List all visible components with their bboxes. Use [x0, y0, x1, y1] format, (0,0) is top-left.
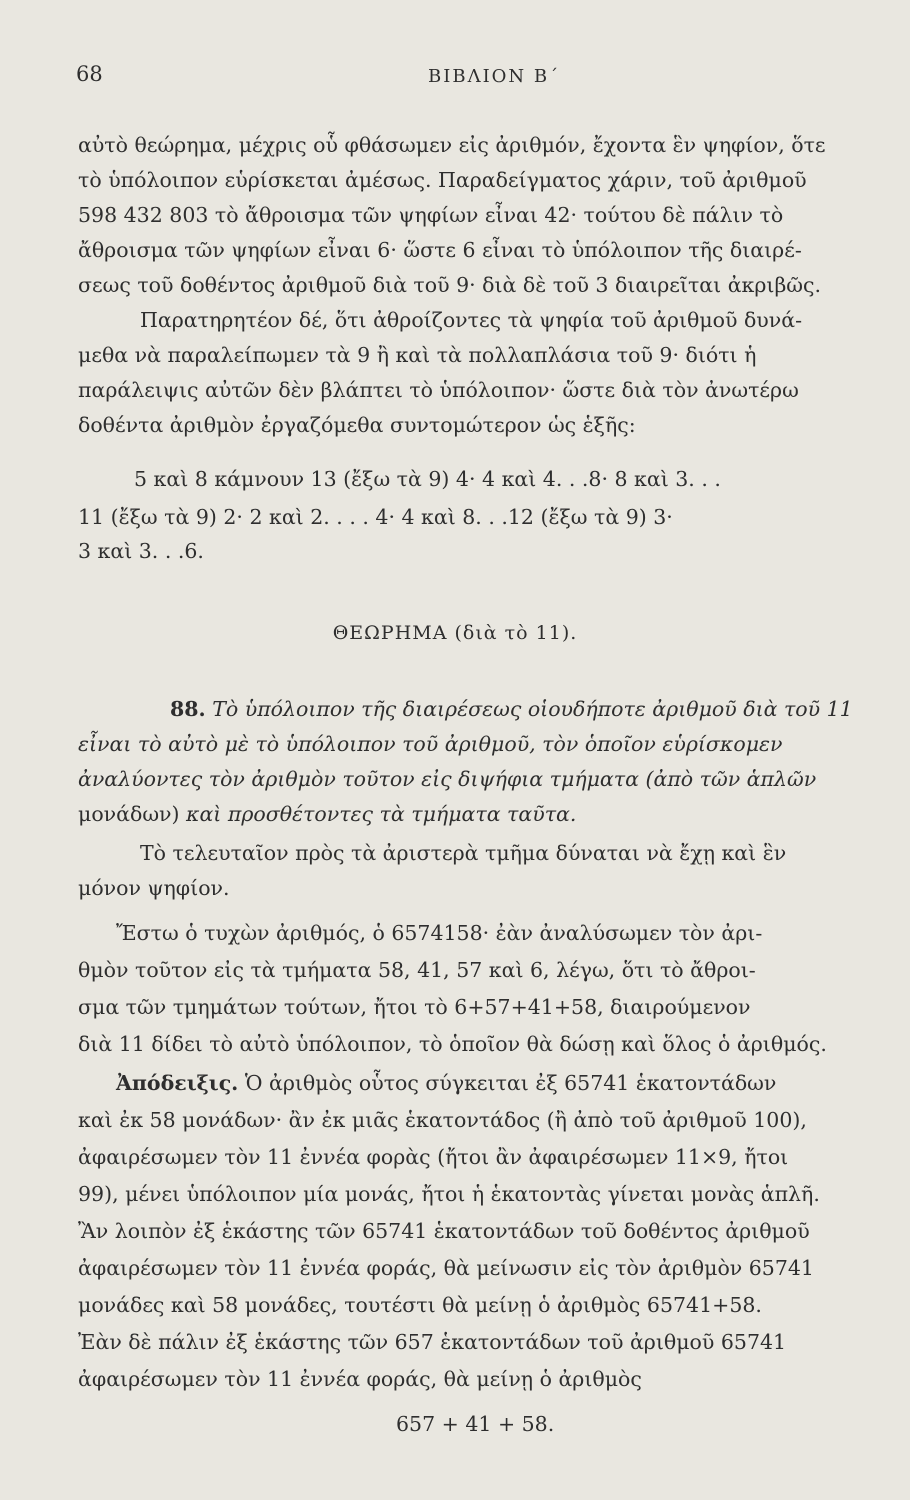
text-line: Ἔστω ὁ τυχὼν ἀριθμός, ὁ 6574158· ἐὰν ἀναλύσωμεν τὸν ἀρι- — [116, 921, 763, 945]
text-line: ἀφαιρέσωμεν τὸν 11 ἐννέα φοράς, θὰ μείνῃ ὁ ἀριθμὸς — [78, 1367, 642, 1391]
text-line: θμὸν τοῦτον εἰς τὰ τμήματα 58, 41, 57 καὶ 6, λέγω, ὅτι τὸ ἄθροι- — [78, 958, 756, 982]
text-line: μόνον ψηφίον. — [78, 876, 230, 900]
running-head: ΒΙΒΛΙΟΝ Β΄ — [428, 66, 561, 87]
theorem-line: ἀναλύοντες τὸν ἀριθμὸν τοῦτον εἰς διψήφια τμήματα (ἀπὸ τῶν ἁπλῶν — [78, 767, 817, 791]
text-line: σεως τοῦ δοθέντος ἀριθμοῦ διὰ τοῦ 9· διὰ δὲ τοῦ 3 διαιρεῖται ἀκριβῶς. — [78, 273, 822, 297]
theorem-line — [78, 799, 904, 829]
theorem-text: καὶ προσθέτοντες τὰ τμήματα ταῦτα. — [179, 802, 577, 826]
section-number: 88. — [170, 697, 206, 721]
text-line: 598 432 803 τὸ ἄθροισμα τῶν ψηφίων εἶναι 42· τούτου δὲ πάλιν τὸ — [78, 203, 784, 227]
text-line: ἀφαιρέσωμεν τὸν 11 ἐννέα φορὰς (ἤτοι ἂν ἀφαιρέσωμεν 11×9, ἤτοι — [78, 1145, 789, 1169]
text-line: μονάδες καὶ 58 μονάδες, τουτέστι θὰ μείνῃ ὁ ἀριθμὸς 65741+58. — [78, 1293, 762, 1317]
proof-line — [78, 1068, 904, 1098]
text-line: τὸ ὑπόλοιπον εὑρίσκεται ἀμέσως. Παραδείγματος χάριν, τοῦ ἀριθμοῦ — [78, 168, 807, 192]
text-line: παράλειψις αὐτῶν δὲν βλάπτει τὸ ὑπόλοιπον· ὥστε διὰ τὸν ἀνωτέρω — [78, 378, 799, 402]
text-line: Ἐὰν δὲ πάλιν ἐξ ἑκάστης τῶν 657 ἑκατοντάδων τοῦ ἀριθμοῦ 65741 — [78, 1330, 787, 1354]
text-line: 11 (ἔξω τὰ 9) 2· 2 καὶ 2. . . . 4· 4 καὶ 8. . .12 (ἔξω τὰ 9) 3· — [78, 505, 673, 529]
text-line: Ἂν λοιπὸν ἐξ ἑκάστης τῶν 65741 ἑκατοντάδων τοῦ δοθέντος ἀριθμοῦ — [78, 1219, 810, 1243]
text-line: ἀφαιρέσωμεν τὸν 11 ἐννέα φοράς, θὰ μείνωσιν εἰς τὸν ἀριθμὸν 65741 — [78, 1256, 814, 1280]
page-number: 68 — [76, 62, 103, 86]
proof-label: Ἀπόδειξις. — [116, 1071, 239, 1095]
text-line: 5 καὶ 8 κάμνουν 13 (ἔξω τὰ 9) 4· 4 καὶ 4. . .8· 8 καὶ 3. . . — [134, 467, 721, 491]
text-line: 99), μένει ὑπόλοιπον μία μονάς, ἤτοι ἡ ἑκατοντὰς γίνεται μονὰς ἁπλῆ. — [78, 1182, 820, 1206]
text-line: 3 καὶ 3. . .6. — [78, 539, 204, 563]
theorem-line — [78, 694, 904, 724]
text-line: δοθέντα ἀριθμὸν ἐργαζόμεθα συντομώτερον ὡς ἑξῆς: — [78, 413, 636, 437]
text-line: καὶ ἐκ 58 μονάδων· ἂν ἐκ μιᾶς ἑκατοντάδος (ἢ ἀπὸ τοῦ ἀριθμοῦ 100), — [78, 1108, 807, 1132]
text-line: Τὸ τελευταῖον πρὸς τὰ ἀριστερὰ τμῆμα δύναται νὰ ἔχῃ καὶ ἓν — [140, 841, 787, 865]
theorem-line: εἶναι τὸ αὐτὸ μὲ τὸ ὑπόλοιπον τοῦ ἀριθμοῦ, τὸν ὁποῖον εὑρίσκομεν — [78, 732, 783, 756]
text-line: μεθα νὰ παραλείπωμεν τὰ 9 ἢ καὶ τὰ πολλαπλάσια τοῦ 9· διότι ἡ — [78, 343, 757, 367]
formula-line: 657 + 41 + 58. — [396, 1412, 555, 1436]
text-line: διὰ 11 δίδει τὸ αὐτὸ ὑπόλοιπον, τὸ ὁποῖον θὰ δώσῃ καὶ ὅλος ὁ ἀριθμός. — [78, 1032, 827, 1056]
text-line: σμα τῶν τμημάτων τούτων, ἤτοι τὸ 6+57+41+58, διαιρούμενον — [78, 995, 751, 1019]
text-line: αὐτὸ θεώρημα, μέχρις οὗ φθάσωμεν εἰς ἀριθμόν, ἔχοντα ἓν ψηφίον, ὅτε — [78, 133, 826, 157]
text-line: Παρατηρητέον δέ, ὅτι ἀθροίζοντες τὰ ψηφία τοῦ ἀριθμοῦ δυνά- — [140, 308, 803, 332]
proof-text: Ὁ ἀριθμὸς οὗτος σύγκειται ἐξ 65741 ἑκατοντάδων — [238, 1071, 777, 1095]
theorem-heading: ΘΕΩΡΗΜΑ (διὰ τὸ 11). — [332, 622, 578, 644]
page-header — [0, 62, 910, 102]
theorem-text: μονάδων) — [78, 802, 180, 826]
theorem-text: Τὸ ὑπόλοιπον τῆς διαιρέσεως οἱουδήποτε ἀριθμοῦ διὰ τοῦ 11 — [212, 697, 853, 721]
text-line: ἄθροισμα τῶν ψηφίων εἶναι 6· ὥστε 6 εἶναι τὸ ὑπόλοιπον τῆς διαιρέ- — [78, 238, 802, 262]
